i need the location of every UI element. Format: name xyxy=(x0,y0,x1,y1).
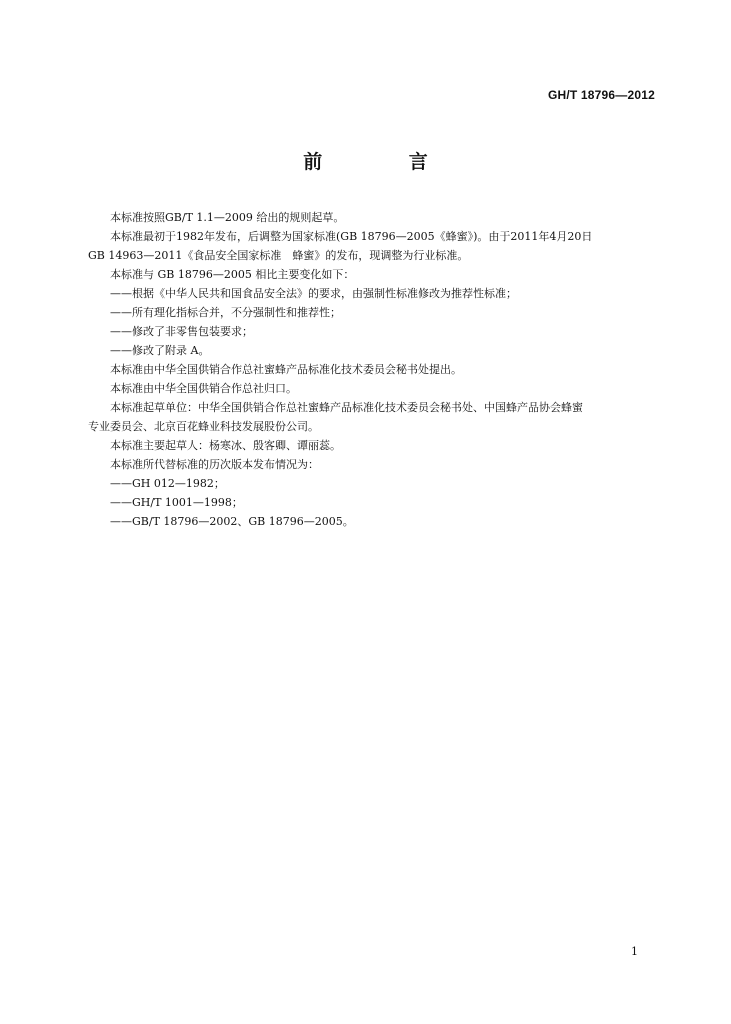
paragraph-drafting-units-continued: 专业委员会、北京百花蜂业科技发展股份公司。 xyxy=(88,420,319,433)
paragraph-drafters: 本标准主要起草人：杨寒冰、殷客卿、谭丽蕊。 xyxy=(110,439,341,452)
paragraph-changes-intro: 本标准与 GB 18796—2005 相比主要变化如下： xyxy=(110,268,355,281)
page-title: 前 言 xyxy=(303,151,468,173)
paragraph-drafting-rules: 本标准按照GB/T 1.1—2009 给出的规则起草。 xyxy=(110,211,345,224)
paragraph-history-continued: GB 14963—2011《食品安全国家标准 蜂蜜》的发布，现调整为行业标准。 xyxy=(88,249,469,262)
page-number: 1 xyxy=(631,945,638,958)
paragraph-history: 本标准最初于1982年发布，后调整为国家标准(GB 18796—2005《蜂蜜》)。由于2011年4月20日 xyxy=(110,230,593,243)
standard-number: GH/T 18796—2012 xyxy=(547,88,655,102)
paragraph-replaced-intro: 本标准所代替标准的历次版本发布情况为： xyxy=(110,458,319,471)
list-item-replaced: ——GB/T 18796—2002、GB 18796—2005。 xyxy=(110,515,354,528)
paragraph-drafting-units: 本标准起草单位：中华全国供销合作总社蜜蜂产品标准化技术委员会秘书处、中国蜂产品协会蜂蜜 xyxy=(110,401,583,414)
list-item-replaced: ——GH 012—1982； xyxy=(110,477,225,490)
paragraph-proposer: 本标准由中华全国供销合作总社蜜蜂产品标准化技术委员会秘书处提出。 xyxy=(110,363,462,376)
paragraph-centralized: 本标准由中华全国供销合作总社归口。 xyxy=(110,382,297,395)
list-item-change: ——所有理化指标合并，不分强制性和推荐性； xyxy=(110,306,341,319)
list-item-change: ——根据《中华人民共和国食品安全法》的要求，由强制性标准修改为推荐性标准； xyxy=(110,287,517,300)
list-item-replaced: ——GH/T 1001—1998； xyxy=(110,496,243,509)
list-item-change: ——修改了非零售包装要求； xyxy=(110,325,253,338)
list-item-change: ——修改了附录 A。 xyxy=(110,344,210,357)
foreword-body xyxy=(88,208,658,531)
